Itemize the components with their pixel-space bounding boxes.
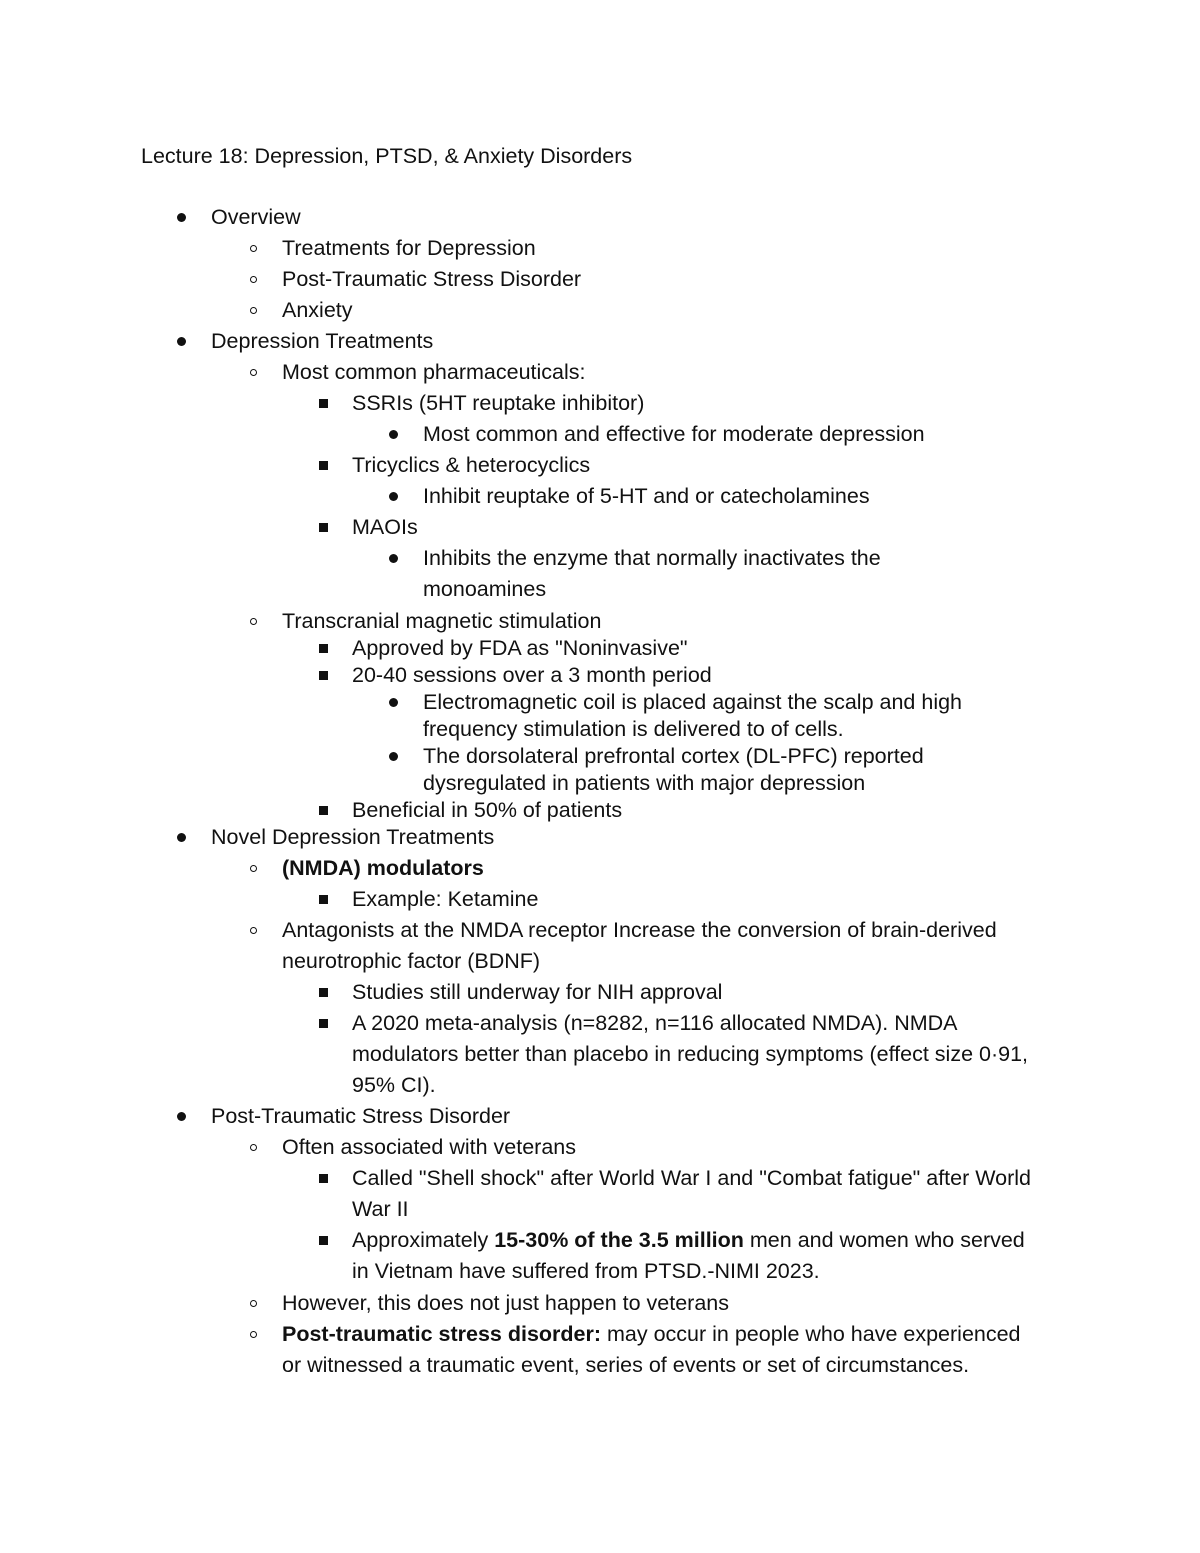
- list-item: Called "Shell shock" after World War I and "Combat fatigue" after World War II: [352, 1163, 1042, 1225]
- list-item-novel-treatments: Novel Depression Treatments: [211, 822, 1111, 853]
- bullet-square-icon: [316, 977, 330, 1008]
- list-item-depression-treatments: Depression Treatments: [211, 326, 1111, 357]
- bullet-ring-icon: [246, 233, 260, 264]
- bullet-ring-icon: [246, 1288, 260, 1319]
- list-item-overview: Overview: [211, 202, 1111, 233]
- list-item: Most common and effective for moderate depression: [423, 419, 1043, 450]
- list-item: Anxiety: [282, 295, 1052, 326]
- list-item: SSRIs (5HT reuptake inhibitor): [352, 388, 1052, 419]
- bullet-square-icon: [316, 1163, 330, 1194]
- list-item: Inhibits the enzyme that normally inactivates the monoamines: [423, 543, 943, 605]
- bullet-square-icon: [316, 1225, 330, 1256]
- list-item: Most common pharmaceuticals:: [282, 357, 1052, 388]
- list-item: Approved by FDA as "Noninvasive": [352, 635, 1052, 662]
- bullet-ring-icon: [246, 1319, 260, 1350]
- list-item: MAOIs: [352, 512, 1052, 543]
- bullet-dot-icon: [174, 1101, 188, 1132]
- bullet-ring-icon: [246, 264, 260, 295]
- bullet-square-icon: [316, 450, 330, 481]
- bullet-ring-icon: [246, 295, 260, 326]
- list-item: Inhibit reuptake of 5-HT and or catecholamines: [423, 481, 1043, 512]
- bullet-square-icon: [316, 512, 330, 543]
- bullet-dot-icon: [386, 689, 400, 716]
- list-item: A 2020 meta-analysis (n=8282, n=116 allocated NMDA). NMDA modulators better than placebo in reducing symptoms (effect size 0·91, 95% CI).: [352, 1008, 1042, 1101]
- list-item: Post-traumatic stress disorder: may occur in people who have experienced or witnessed a traumatic event, series of events or set of circumstances.: [282, 1319, 1022, 1381]
- bullet-dot-icon: [174, 202, 188, 233]
- list-item: (NMDA) modulators: [282, 853, 1052, 884]
- list-item: However, this does not just happen to veterans: [282, 1288, 1052, 1319]
- bullet-square-icon: [316, 635, 330, 662]
- list-item: Example: Ketamine: [352, 884, 1052, 915]
- bullet-square-icon: [316, 388, 330, 419]
- bullet-ring-icon: [246, 915, 260, 946]
- list-item: Transcranial magnetic stimulation: [282, 606, 1052, 637]
- bullet-dot-icon: [174, 326, 188, 357]
- bullet-dot-icon: [174, 822, 188, 853]
- list-item-ptsd: Post-Traumatic Stress Disorder: [211, 1101, 1111, 1132]
- bullet-square-icon: [316, 1008, 330, 1039]
- list-item: Studies still underway for NIH approval: [352, 977, 1052, 1008]
- list-item: Post-Traumatic Stress Disorder: [282, 264, 1052, 295]
- bullet-dot-icon: [386, 481, 400, 512]
- bullet-ring-icon: [246, 853, 260, 884]
- bullet-dot-icon: [386, 743, 400, 770]
- bullet-ring-icon: [246, 357, 260, 388]
- list-item: Electromagnetic coil is placed against the scalp and high frequency stimulation is delivered to of cells.: [423, 689, 1023, 743]
- bullet-square-icon: [316, 662, 330, 689]
- list-item: Approximately 15-30% of the 3.5 million men and women who served in Vietnam have suffered from PTSD.-NIMI 2023.: [352, 1225, 1032, 1287]
- list-item: Treatments for Depression: [282, 233, 1052, 264]
- bullet-square-icon: [316, 797, 330, 824]
- list-item: Beneficial in 50% of patients: [352, 797, 1052, 824]
- list-item: Antagonists at the NMDA receptor Increase the conversion of brain-derived neurotrophic factor (BDNF): [282, 915, 1002, 977]
- list-item: The dorsolateral prefrontal cortex (DL-PFC) reported dysregulated in patients with major depression: [423, 743, 983, 797]
- list-item: Tricyclics & heterocyclics: [352, 450, 1052, 481]
- page-title: Lecture 18: Depression, PTSD, & Anxiety Disorders: [141, 144, 633, 168]
- bullet-ring-icon: [246, 1132, 260, 1163]
- bullet-dot-icon: [386, 543, 400, 574]
- bullet-square-icon: [316, 884, 330, 915]
- bullet-ring-icon: [246, 606, 260, 637]
- list-item: 20-40 sessions over a 3 month period: [352, 662, 1052, 689]
- bullet-dot-icon: [386, 419, 400, 450]
- list-item: Often associated with veterans: [282, 1132, 1052, 1163]
